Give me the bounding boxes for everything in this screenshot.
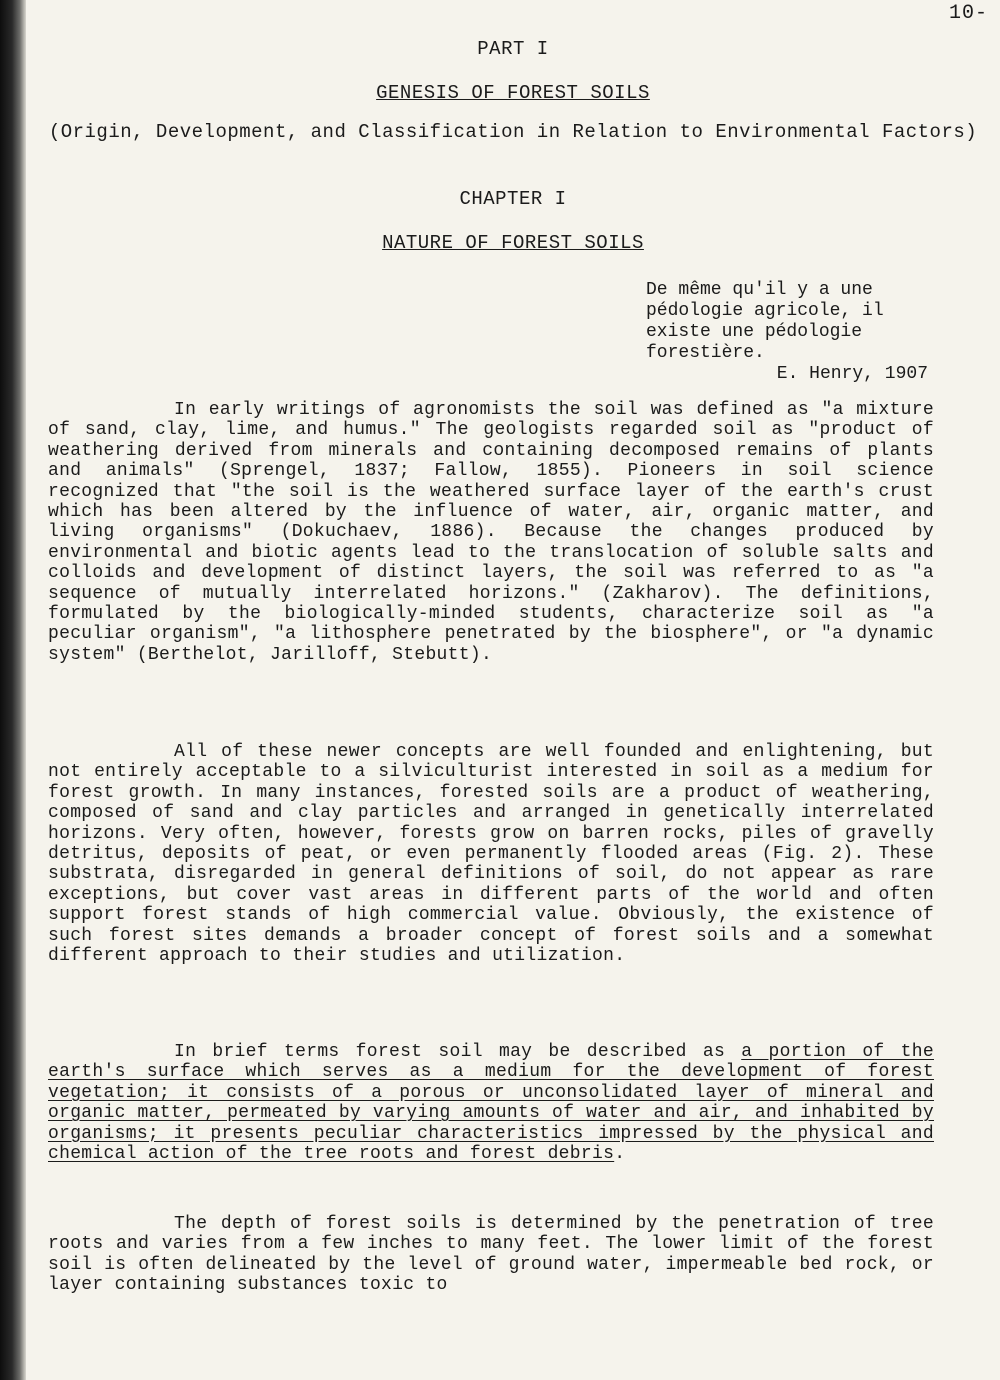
- forest-soil-definition: a portion of the earth's surface which serves as a medium for the development of forest vegetation; it consists of a porous or unconsolidated layer of mineral and organic matter, permeated by varying amounts of water and air, and inhabited by organisms; it presents peculiar characteristics impressed by the physical and chemical action of the tree roots and forest debris: [48, 1042, 934, 1165]
- part-subtitle: (Origin, Development, and Classification in Relation to Environmental Factors): [48, 121, 978, 143]
- paragraph-newer-concepts: All of these newer concepts are well founded and enlightening, but not entirely acceptable to a silviculturist interested in soil as a medium for forest growth. In many instances, forested soils are a product of weathering, composed of sand and clay particles and arranged in genetically interrelated horizons. Very often, however, forests grow on barren rocks, piles of gravelly detritus, deposits of peat, or even permanently flooded areas (Fig. 2). These substrata, disregarded in general definitions of soil, do not appear as rare exceptions, but cover vast areas in different parts of the world and often support forest stands of high commercial value. Obviously, the existence of such forest sites demands a broader concept of forest soils and a somewhat different approach to their studies and utilization.: [48, 742, 934, 967]
- paragraph-intro-text: In brief terms forest soil may be described as: [174, 1042, 742, 1062]
- chapter-heading: CHAPTER I: [459, 188, 567, 210]
- binding-edge: [0, 0, 26, 1380]
- paragraph-soil-depth: The depth of forest soils is determined by the penetration of tree roots and varies from a few inches to many feet. The lower limit of the forest soil is often delineated by the level of ground water, impermeable bed rock, or layer containing substances toxic to: [48, 1214, 934, 1296]
- paragraph-end-punctuation: .: [614, 1144, 626, 1165]
- paragraph-forest-soil-description: [48, 1042, 934, 1164]
- paragraph-soil-definitions: In early writings of agronomists the soil was defined as "a mixture of sand, clay, lime, and humus." The geologists regarded soil as "product of weathering derived from minerals and containing decomposed remains of plants and animals" (Sprengel, 1837; Fallow, 1855). Pioneers in soil science recognized that "the soil is the weathered surface layer of the earth's crust which has been altered by the influence of water, air, organic matter, and living organisms" (Dokuchaev, 1886). Because the changes produced by environmental and biotic agents lead to the translocation of soluble salts and colloids and development of distinct layers, the soil was referred to as "a sequence of mutually interrelated horizons." (Zakharov). The definitions, formulated by the biologically-minded students, characterize soil as "a peculiar organism", "a lithosphere penetrated by the biosphere", or "a dynamic system" (Berthelot, Jarilloff, Stebutt).: [48, 400, 934, 665]
- document-page: [26, 0, 1000, 1380]
- part-title: GENESIS OF FOREST SOILS: [376, 82, 650, 104]
- epigraph-author: E. Henry, 1907: [776, 364, 928, 384]
- chapter-title: NATURE OF FOREST SOILS: [382, 232, 644, 254]
- page-number: 10-: [948, 2, 988, 25]
- part-heading: PART I: [477, 38, 549, 60]
- epigraph: [646, 280, 946, 385]
- epigraph-text: De même qu'il y a une pédologie agricole, il existe une pédologie forestière.: [646, 280, 884, 363]
